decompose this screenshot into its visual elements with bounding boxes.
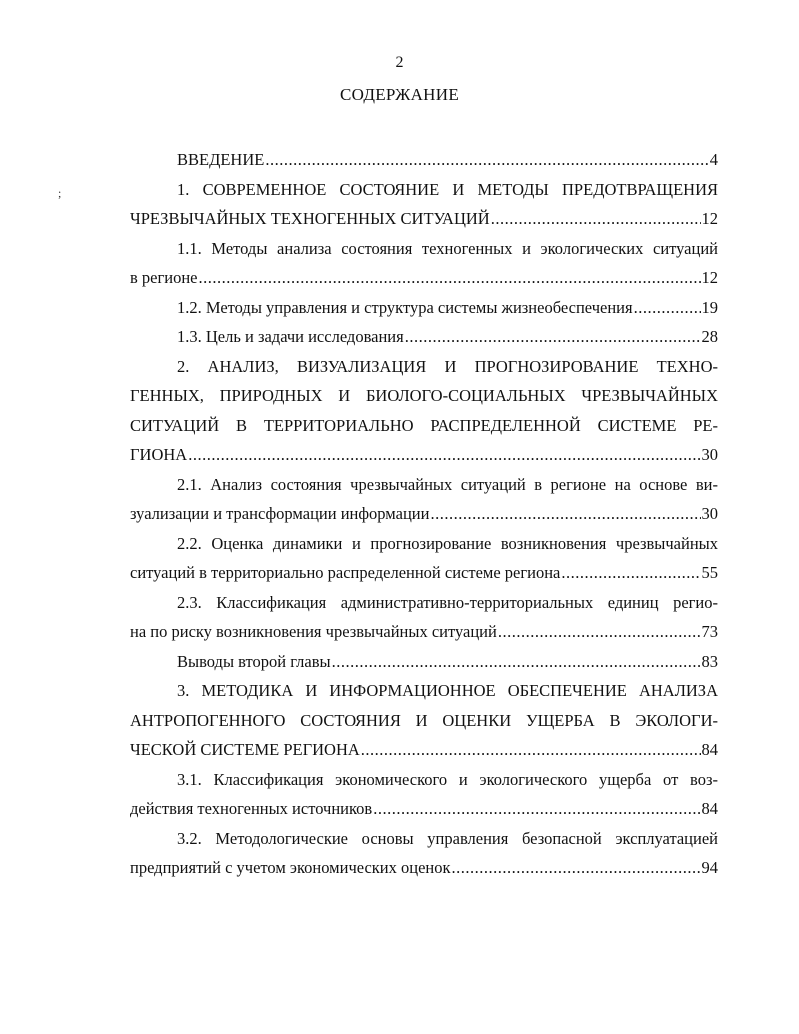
toc-page-number: 28 xyxy=(701,327,718,346)
toc-entry-last-line xyxy=(130,853,718,883)
toc-page-number: 55 xyxy=(701,563,718,582)
dot-leader xyxy=(373,794,700,824)
toc-entry-text: зуализации и трансформации информации xyxy=(130,504,430,523)
scan-mark: ; xyxy=(58,186,62,200)
toc-entry-text: в регионе xyxy=(130,268,198,287)
toc-entry[interactable] xyxy=(130,352,718,470)
toc-entry-text: предприятий с учетом экономических оценок xyxy=(130,858,451,877)
toc-entry[interactable] xyxy=(130,529,718,588)
toc-entry-line: ГЕННЫХ, ПРИРОДНЫХ И БИОЛОГО-СОЦИАЛЬНЫХ ЧРЕЗВЫЧАЙНЫХ xyxy=(130,386,718,405)
dot-leader xyxy=(498,617,701,647)
toc-entry-last-line xyxy=(130,263,718,293)
toc-entry[interactable] xyxy=(130,676,718,765)
toc-entry-line: 2.1. Анализ состояния чрезвычайных ситуаций в регионе на основе ви- xyxy=(177,474,718,494)
toc-entry-last-line xyxy=(130,558,718,588)
dot-leader xyxy=(634,293,701,323)
toc-entry-line: 1. СОВРЕМЕННОЕ СОСТОЯНИЕ И МЕТОДЫ ПРЕДОТВРАЩЕНИЯ xyxy=(177,179,718,199)
dot-leader xyxy=(188,440,700,470)
toc-page-number: 12 xyxy=(701,268,718,287)
dot-leader xyxy=(361,735,701,765)
dot-leader xyxy=(561,558,700,588)
toc-entry-line: 2.2. Оценка динамики и прогнозирование возникновения чрезвычайных xyxy=(177,533,718,553)
toc-entry[interactable] xyxy=(130,588,718,647)
toc-entry-last-line xyxy=(130,617,718,647)
toc-entry-text: Выводы второй главы xyxy=(177,651,331,671)
toc-entry-last-line xyxy=(130,794,718,824)
toc-entry[interactable] xyxy=(130,322,718,352)
toc-entry-text: ситуаций в территориально распределенной системе региона xyxy=(130,563,561,582)
toc-entry[interactable] xyxy=(130,470,718,529)
toc-entry[interactable] xyxy=(130,824,718,883)
toc-entry-text: ВВЕДЕНИЕ xyxy=(177,150,265,169)
toc-entry-text: 1.3. Цель и задачи исследования xyxy=(177,327,404,346)
toc-entry-last-line xyxy=(130,499,718,529)
dot-leader xyxy=(430,499,700,529)
dot-leader xyxy=(491,204,701,234)
toc-entry-last-line xyxy=(130,145,718,175)
toc-entry-last-line xyxy=(130,293,718,323)
toc-page-number: 73 xyxy=(701,622,718,641)
toc-entry-last-line xyxy=(130,647,718,677)
toc-entry-text: на по риску возникновения чрезвычайных ситуаций xyxy=(130,622,497,641)
toc-entry-text: ЧЕСКОЙ СИСТЕМЕ РЕГИОНА xyxy=(130,740,360,759)
dot-leader xyxy=(332,647,701,677)
toc-page-number: 30 xyxy=(701,445,718,464)
toc-entry-line: СИТУАЦИЙ В ТЕРРИТОРИАЛЬНО РАСПРЕДЕЛЕННОЙ СИСТЕМЕ РЕ- xyxy=(130,415,718,435)
toc-page-number: 84 xyxy=(701,799,718,818)
table-of-contents xyxy=(130,145,718,883)
dot-leader xyxy=(199,263,701,293)
toc-entry-line: 3. МЕТОДИКА И ИНФОРМАЦИОННОЕ ОБЕСПЕЧЕНИЕ АНАЛИЗА xyxy=(177,681,718,700)
toc-entry-text: ЧРЕЗВЫЧАЙНЫХ ТЕХНОГЕННЫХ СИТУАЦИЙ xyxy=(130,209,490,228)
toc-entry-line: 3.2. Методологические основы управления безопасной эксплуатацией xyxy=(177,828,718,848)
toc-entry-text: действия техногенных источников xyxy=(130,799,373,818)
toc-page-number: 30 xyxy=(701,504,718,523)
dot-leader xyxy=(405,322,701,352)
toc-entry-text: ГИОНА xyxy=(130,445,188,464)
toc-page-number: 94 xyxy=(701,858,718,877)
toc-entry-last-line xyxy=(130,204,718,234)
toc-page-number: 83 xyxy=(701,651,718,671)
toc-entry-line: 2.3. Классификация административно-территориальных единиц регио- xyxy=(177,592,718,612)
toc-entry-text: 1.2. Методы управления и структура системы жизнеобеспечения xyxy=(177,297,633,317)
toc-entry[interactable] xyxy=(130,293,718,323)
toc-entry[interactable] xyxy=(130,647,718,677)
toc-entry[interactable] xyxy=(130,145,718,175)
toc-entry[interactable] xyxy=(130,234,718,293)
toc-entry-line: 3.1. Классификация экономического и экологического ущерба от воз- xyxy=(177,769,718,789)
toc-entry-last-line xyxy=(130,322,718,352)
toc-page-number: 19 xyxy=(701,297,718,317)
toc-page-number: 12 xyxy=(701,209,718,228)
toc-title: СОДЕРЖАНИЕ xyxy=(339,85,460,104)
toc-entry-line: 1.1. Методы анализа состояния техногенных и экологических ситуаций xyxy=(177,238,718,258)
page-number: 2 xyxy=(395,54,404,71)
toc-page-number: 84 xyxy=(701,740,718,759)
dot-leader xyxy=(452,853,701,883)
toc-page-number: 4 xyxy=(709,150,718,169)
toc-entry-last-line xyxy=(130,440,718,470)
toc-entry-line: 2. АНАЛИЗ, ВИЗУАЛИЗАЦИЯ И ПРОГНОЗИРОВАНИЕ ТЕХНО- xyxy=(177,356,718,376)
toc-entry[interactable] xyxy=(130,175,718,234)
toc-entry-line: АНТРОПОГЕННОГО СОСТОЯНИЯ И ОЦЕНКИ УЩЕРБА В ЭКОЛОГИ- xyxy=(130,710,718,730)
dot-leader xyxy=(265,145,708,175)
toc-entry[interactable] xyxy=(130,765,718,824)
toc-entry-last-line xyxy=(130,735,718,765)
